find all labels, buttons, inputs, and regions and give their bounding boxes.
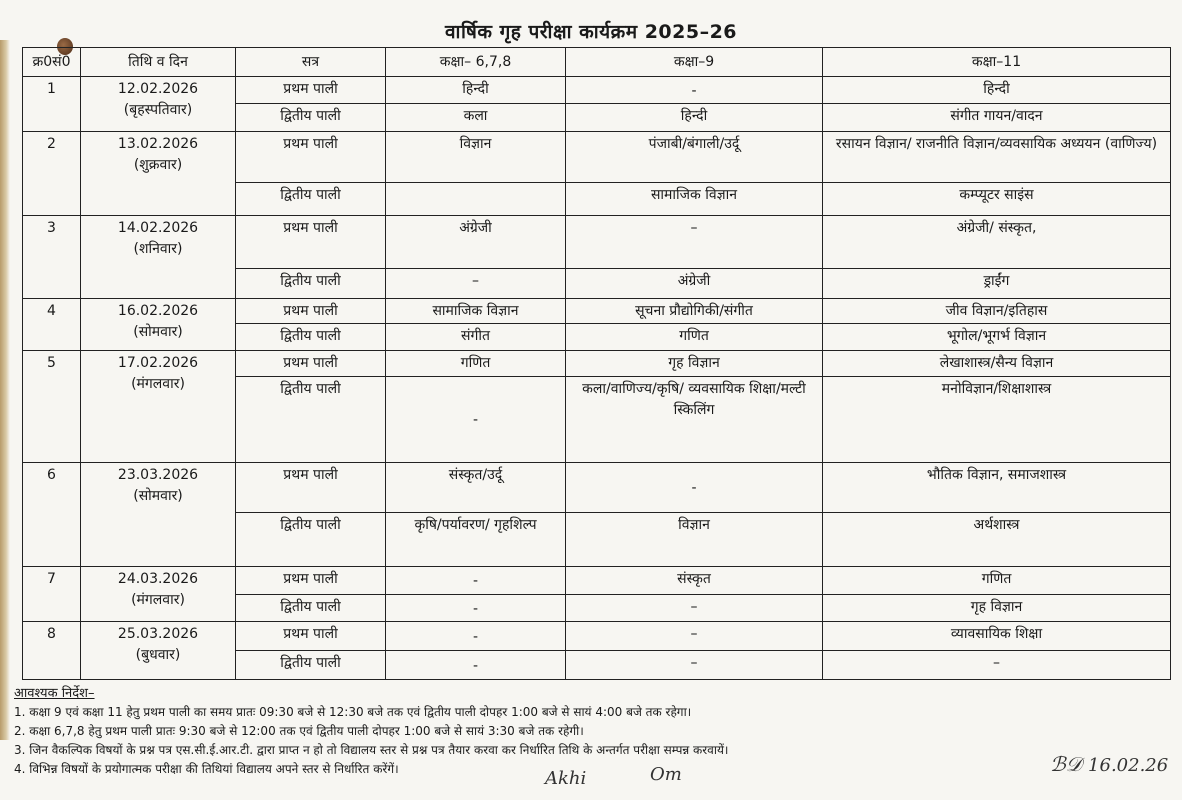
class-11-cell: कम्प्यूटर साइंस: [823, 183, 1171, 216]
class-9-cell: सामाजिक विज्ञान: [566, 183, 823, 216]
session-cell: प्रथम पाली: [236, 216, 386, 269]
session-cell: द्वितीय पाली: [236, 104, 386, 132]
col-header-sno: क्र0सं0: [23, 48, 81, 77]
date-cell: [81, 216, 236, 299]
serial-number-cell: 6: [23, 463, 81, 567]
serial-number-cell: 2: [23, 132, 81, 216]
session-cell: द्वितीय पाली: [236, 324, 386, 351]
date-text: 16.02.2026: [117, 303, 199, 319]
day-text: (मंगलवार): [131, 592, 185, 608]
class-11-cell: –: [823, 651, 1171, 680]
class-9-cell: सूचना प्रौद्योगिकी/संगीत: [566, 299, 823, 324]
serial-number-cell: 1: [23, 77, 81, 132]
class-9-cell: –: [566, 216, 823, 269]
serial-number-cell: 3: [23, 216, 81, 299]
session-cell: प्रथम पाली: [236, 299, 386, 324]
class-11-cell: गणित: [823, 567, 1171, 595]
table-row: [23, 77, 1171, 104]
date-text: 25.03.2026: [117, 626, 199, 642]
class-11-cell: भूगोल/भूगर्भ विज्ञान: [823, 324, 1171, 351]
signature-1: Akhi: [545, 768, 587, 789]
session-cell: द्वितीय पाली: [236, 651, 386, 680]
class-678-cell: [386, 183, 566, 216]
col-header-date: तिथि व दिन: [81, 48, 236, 77]
class-9-cell: पंजाबी/बंगाली/उर्दू: [566, 132, 823, 183]
class-9-cell: अंग्रेजी: [566, 269, 823, 299]
class-678-cell: कला: [386, 104, 566, 132]
class-11-cell: व्यावसायिक शिक्षा: [823, 622, 1171, 651]
table-header-row: [23, 48, 1171, 77]
class-11-cell: अर्थशास्त्र: [823, 513, 1171, 567]
session-cell: प्रथम पाली: [236, 463, 386, 513]
signature-date: 16.02.26: [1088, 755, 1169, 776]
instruction-item: 2. कक्षा 6,7,8 हेतु प्रथम पाली प्रातः 9:30 बजे से 12:00 तक एवं द्वितीय पाली दोपहर 1:00 बजे से सायं 3:30 बजे तक रहेगी।: [14, 724, 584, 738]
session-cell: द्वितीय पाली: [236, 183, 386, 216]
date-text: 23.03.2026: [117, 467, 199, 483]
instruction-item: 3. जिन वैकल्पिक विषयों के प्रश्न पत्र एस.सी.ई.आर.टी. द्वारा प्राप्त न हो तो विद्यालय स्तर से प्रश्न पत्र तैयार करवा कर निर्धारित तिथि के अन्तर्गत परीक्षा सम्पन्न करवायें।: [14, 743, 729, 757]
table-row: [23, 216, 1171, 269]
date-text: 13.02.2026: [117, 136, 199, 152]
session-cell: द्वितीय पाली: [236, 377, 386, 463]
instructions-heading: आवश्यक निर्देश–: [14, 686, 95, 701]
session-cell: प्रथम पाली: [236, 77, 386, 104]
class-678-cell: -: [386, 567, 566, 595]
class-9-cell: –: [566, 651, 823, 680]
instruction-item: 4. विभिन्न विषयों के प्रयोगात्मक परीक्षा की तिथियां विद्यालय अपने स्तर से निर्धारित करेंगें।: [14, 762, 399, 776]
table-row: [23, 622, 1171, 651]
class-678-cell: हिन्दी: [386, 77, 566, 104]
day-text: (बुधवार): [135, 647, 181, 663]
date-cell: [81, 77, 236, 132]
class-678-cell: -: [386, 651, 566, 680]
class-678-cell: कृषि/पर्यावरण/ गृहशिल्प: [386, 513, 566, 567]
class-11-cell: गृह विज्ञान: [823, 595, 1171, 622]
exam-schedule-table: [22, 47, 1171, 680]
class-678-cell: -: [386, 377, 566, 463]
serial-number-cell: 7: [23, 567, 81, 622]
class-678-cell: अंग्रेजी: [386, 216, 566, 269]
date-text: 24.03.2026: [117, 571, 199, 587]
class-11-cell: मनोविज्ञान/शिक्षाशास्त्र: [823, 377, 1171, 463]
date-cell: [81, 622, 236, 680]
col-header-class-678: कक्षा– 6,7,8: [386, 48, 566, 77]
class-11-cell: संगीत गायन/वादन: [823, 104, 1171, 132]
session-cell: प्रथम पाली: [236, 132, 386, 183]
signature-scribble-icon: ℬ𝒟: [1050, 752, 1082, 776]
class-678-cell: –: [386, 269, 566, 299]
document-title: वार्षिक गृह परीक्षा कार्यक्रम 2025–26: [444, 21, 738, 43]
session-cell: द्वितीय पाली: [236, 595, 386, 622]
class-11-cell: भौतिक विज्ञान, समाजशास्त्र: [823, 463, 1171, 513]
serial-number-cell: 5: [23, 351, 81, 463]
date-cell: [81, 351, 236, 463]
day-text: (सोमवार): [133, 324, 183, 340]
session-cell: द्वितीय पाली: [236, 269, 386, 299]
date-cell: [81, 463, 236, 567]
class-9-cell: कला/वाणिज्य/कृषि/ व्यवसायिक शिक्षा/मल्टी स्किलिंग: [566, 377, 823, 463]
date-cell: [81, 132, 236, 216]
class-678-cell: -: [386, 622, 566, 651]
class-9-cell: गृह विज्ञान: [566, 351, 823, 377]
table-row: [23, 463, 1171, 513]
col-header-class-9: कक्षा–9: [566, 48, 823, 77]
class-11-cell: ड्राईंग: [823, 269, 1171, 299]
class-9-cell: विज्ञान: [566, 513, 823, 567]
class-11-cell: रसायन विज्ञान/ राजनीति विज्ञान/व्यवसायिक अध्ययन (वाणिज्य): [823, 132, 1171, 183]
class-9-cell: –: [566, 622, 823, 651]
instructions-section: [14, 684, 1164, 779]
date-text: 17.02.2026: [117, 355, 199, 371]
day-text: (शनिवार): [133, 241, 183, 257]
class-678-cell: संस्कृत/उर्दू: [386, 463, 566, 513]
table-row: [23, 567, 1171, 595]
class-678-cell: विज्ञान: [386, 132, 566, 183]
table-row: [23, 299, 1171, 324]
class-9-cell: हिन्दी: [566, 104, 823, 132]
class-678-cell: -: [386, 595, 566, 622]
col-header-class-11: कक्षा–11: [823, 48, 1171, 77]
session-cell: प्रथम पाली: [236, 351, 386, 377]
date-cell: [81, 299, 236, 351]
day-text: (शुक्रवार): [133, 157, 183, 173]
serial-number-cell: 4: [23, 299, 81, 351]
class-678-cell: सामाजिक विज्ञान: [386, 299, 566, 324]
paper-edge-shadow: [0, 40, 10, 740]
date-cell: [81, 567, 236, 622]
class-678-cell: संगीत: [386, 324, 566, 351]
date-text: 12.02.2026: [117, 81, 199, 97]
class-11-cell: अंग्रेजी/ संस्कृत,: [823, 216, 1171, 269]
class-9-cell: –: [566, 595, 823, 622]
class-9-cell: -: [566, 77, 823, 104]
date-text: 14.02.2026: [117, 220, 199, 236]
day-text: (बृहस्पतिवार): [123, 102, 193, 118]
instruction-item: 1. कक्षा 9 एवं कक्षा 11 हेतु प्रथम पाली का समय प्रातः 09:30 बजे से 12:30 बजे तक एवं द्वितीय पाली दोपहर 1:00 बजे से सायं 4:00 बजे तक रहेगा।: [14, 705, 692, 719]
day-text: (सोमवार): [133, 488, 183, 504]
session-cell: द्वितीय पाली: [236, 513, 386, 567]
class-9-cell: -: [566, 463, 823, 513]
class-11-cell: जीव विज्ञान/इतिहास: [823, 299, 1171, 324]
class-678-cell: गणित: [386, 351, 566, 377]
day-text: (मंगलवार): [131, 376, 185, 392]
serial-number-cell: 8: [23, 622, 81, 680]
table-row: [23, 351, 1171, 377]
class-11-cell: लेखाशास्त्र/सैन्य विज्ञान: [823, 351, 1171, 377]
signature-2: Om: [650, 764, 682, 785]
class-11-cell: हिन्दी: [823, 77, 1171, 104]
signature-3: [1050, 752, 1168, 776]
class-9-cell: गणित: [566, 324, 823, 351]
col-header-session: सत्र: [236, 48, 386, 77]
session-cell: प्रथम पाली: [236, 622, 386, 651]
class-9-cell: संस्कृत: [566, 567, 823, 595]
session-cell: प्रथम पाली: [236, 567, 386, 595]
table-row: [23, 132, 1171, 183]
